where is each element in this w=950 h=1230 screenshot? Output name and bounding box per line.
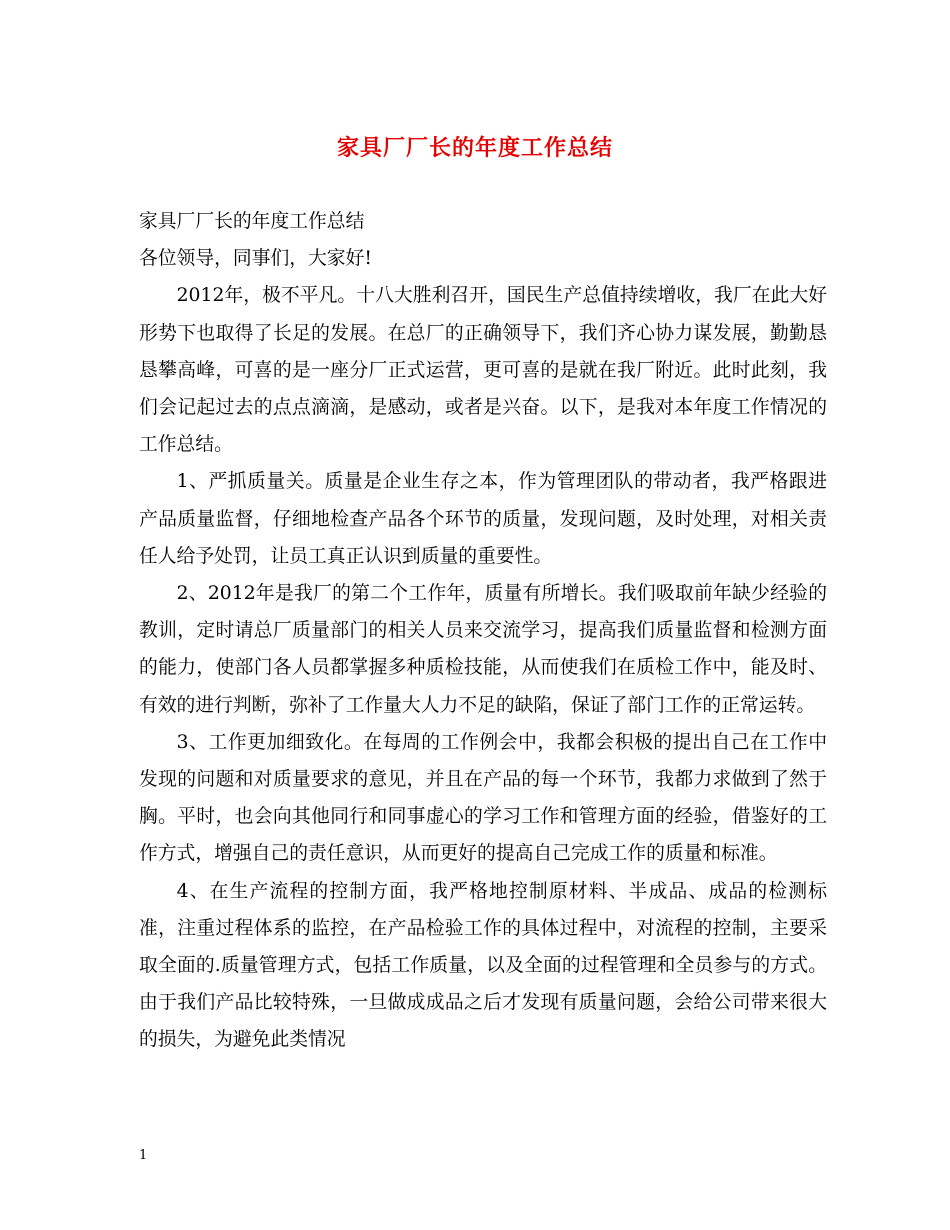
paragraph-4: 4、在生产流程的控制方面，我严格地控制原材料、半成品、成品的检测标准，注重过程体系的监控，在产品检验工作的具体过程中，对流程的控制，主要采取全面的.质量管理方式，包括工作质量，以及全面的过程管理和全员参与的方式。由于我们产品比较特殊，一旦做成成品之后才发现有质量问题，会给公司带来很大的损失，为避免此类情况 (139, 880, 827, 1051)
paragraph-3: 3、工作更加细致化。在每周的工作例会中，我都会积极的提出自己在工作中发现的问题和对质量要求的意见，并且在产品的每一个环节，我都力求做到了然于胸。平时，也会向其他同行和同事虚心的学习工作和管理方面的经验，借鉴好的工作方式，增强自己的责任意识，从而更好的提高自己完成工作的质量和标准。 (139, 731, 827, 865)
greeting-line: 各位领导，同事们，大家好! (139, 248, 372, 270)
page-number: 1 (139, 1148, 148, 1163)
paragraph-1: 1、严抓质量关。质量是企业生存之本，作为管理团队的带动者，我严格跟进产品质量监督，仔细地检查产品各个环节的质量，发现问题，及时处理，对相关责任人给予处罚，让员工真正认识到质量的重要性。 (139, 471, 827, 567)
document-title: 家具厂厂长的年度工作总结 (336, 135, 613, 161)
paragraph-2: 2、2012年是我厂的第二个工作年，质量有所增长。我们吸取前年缺少经验的教训，定时请总厂质量部门的相关人员来交流学习，提高我们质量监督和检测方面的能力，使部门各人员都掌握多种质检技能，从而使我们在质检工作中，能及时、有效的进行判断，弥补了工作量大人力不足的缺陷，保证了部门工作的正常运转。 (139, 583, 827, 716)
paragraph-intro: 2012年，极不平凡。十八大胜利召开，国民生产总值持续增收，我厂在此大好形势下也取得了长足的发展。在总厂的正确领导下，我们齐心协力谋发展，勤勤恳恳攀高峰，可喜的是一座分厂正式运营，更可喜的是就在我厂附近。此时此刻，我们会记起过去的点点滴滴，是感动，或者是兴奋。以下，是我对本年度工作情况的工作总结。 (139, 285, 827, 456)
document-body (139, 203, 827, 1059)
subtitle-line: 家具厂厂长的年度工作总结 (139, 211, 365, 232)
